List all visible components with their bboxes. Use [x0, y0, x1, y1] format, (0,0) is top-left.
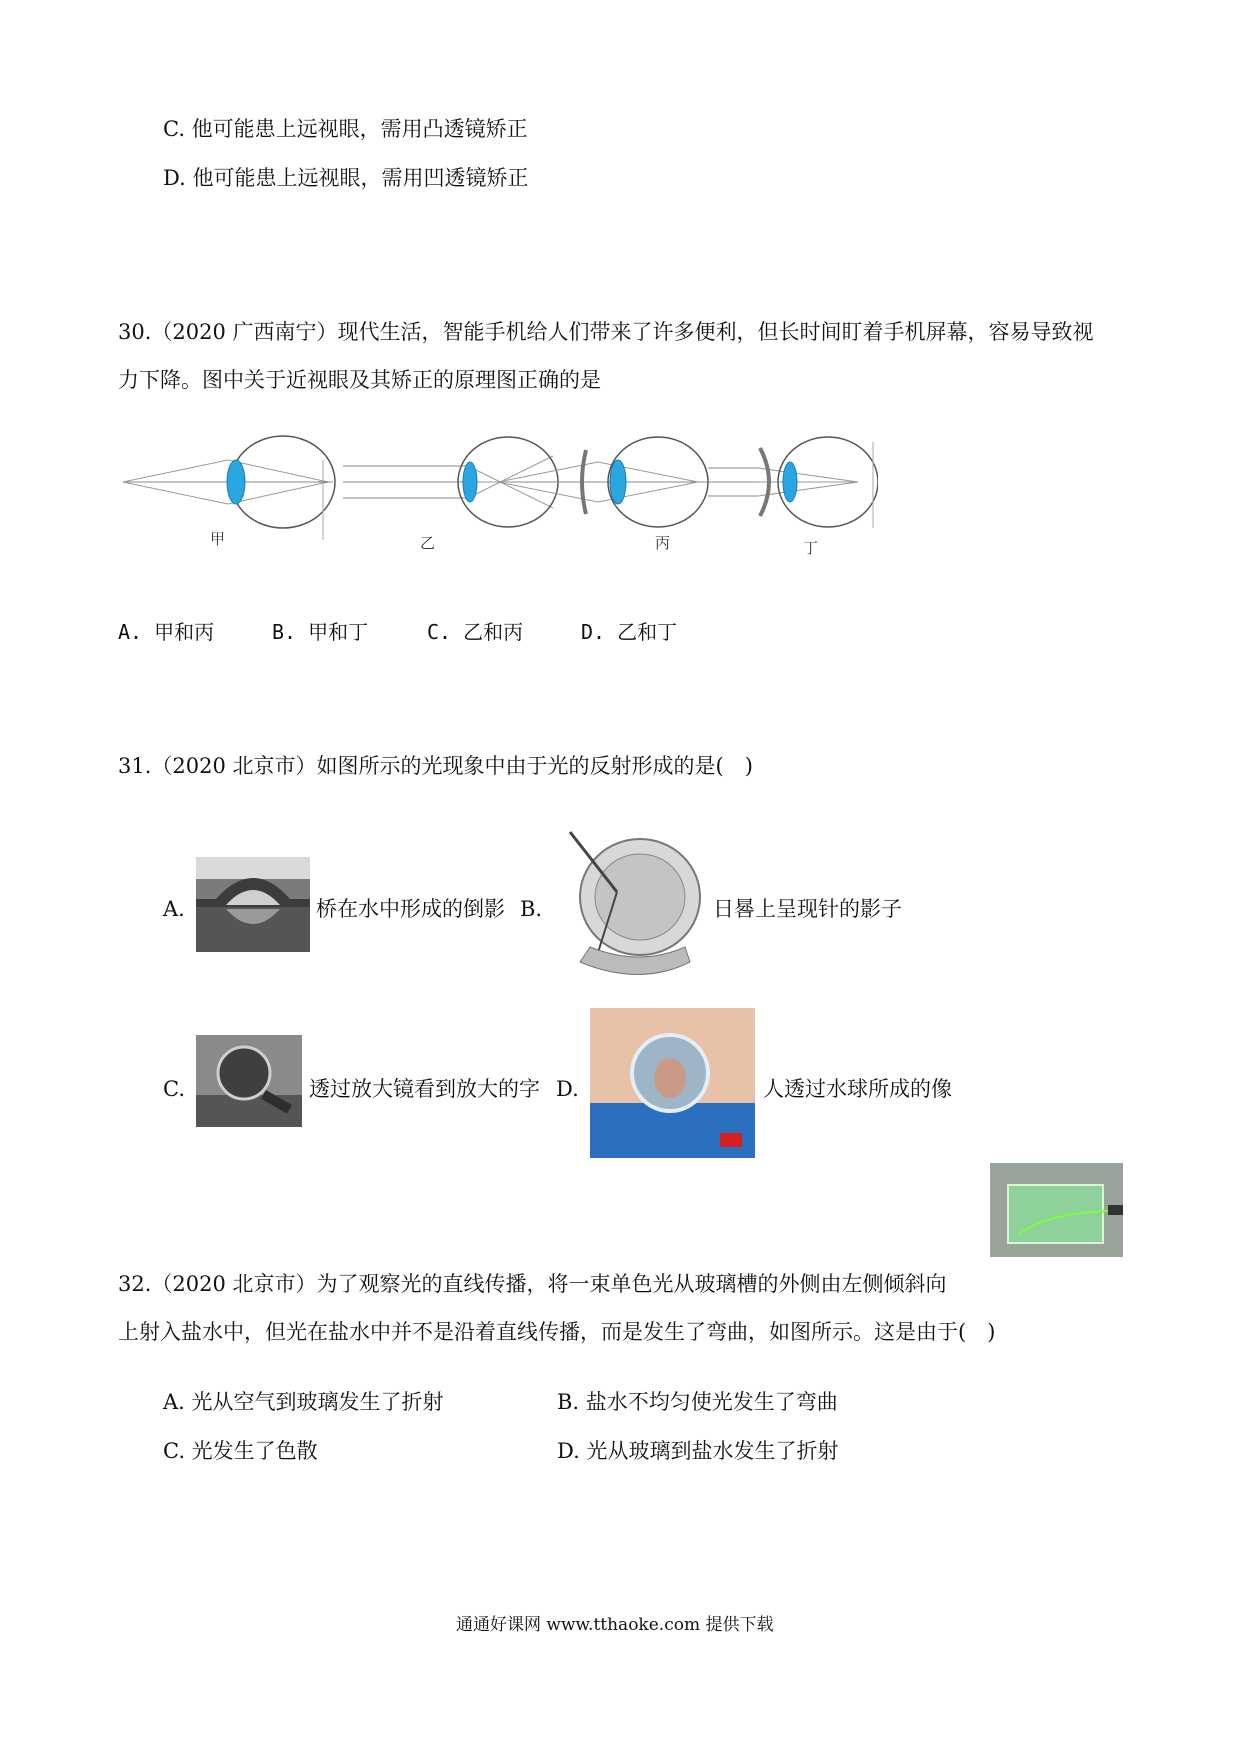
q32-stem-line1: 32.（2020 北京市）为了观察光的直线传播，将一束单色光从玻璃槽的外侧由左侧倾斜向: [118, 1272, 947, 1296]
fig-label-ding: 丁: [803, 539, 819, 557]
fig-label-yi: 乙: [420, 534, 436, 552]
q31-option-b-letter: B.: [520, 897, 543, 921]
glass-tank-laser-photo: [990, 1163, 1123, 1257]
q32-option-b: B. 盐水不均匀使光发生了弯曲: [557, 1390, 838, 1414]
fig-label-bing: 丙: [655, 534, 671, 552]
q31-option-c-text: 透过放大镜看到放大的字: [309, 1077, 540, 1101]
q31-option-d-letter: D.: [556, 1077, 579, 1101]
q31-option-c-letter: C.: [163, 1077, 185, 1101]
q32-option-a: A. 光从空气到玻璃发生了折射: [163, 1390, 444, 1414]
magnifier-photo: [196, 1035, 302, 1127]
bridge-reflection-photo: [196, 857, 310, 952]
q31-stem: 31.（2020 北京市）如图所示的光现象中由于光的反射形成的是( ): [118, 754, 753, 778]
eye-diagram-jia: [123, 436, 335, 540]
eye-diagram-ding: [708, 437, 878, 528]
q31-option-b-text: 日晷上呈现针的影子: [713, 897, 902, 921]
q31-option-a-letter: A.: [163, 897, 185, 921]
water-ball-photo: [590, 1008, 755, 1158]
page-footer: 通通好课网 www.tthaoke.com 提供下载: [456, 1615, 774, 1635]
q32-option-d: D. 光从玻璃到盐水发生了折射: [557, 1439, 839, 1463]
q32-option-c: C. 光发生了色散: [163, 1439, 318, 1463]
q31-option-a-text: 桥在水中形成的倒影: [316, 897, 505, 921]
q29-option-d: D. 他可能患上远视眼，需用凹透镜矫正: [163, 166, 529, 190]
q30-option-b: B. 甲和丁: [272, 620, 369, 644]
q31-option-d-text: 人透过水球所成的像: [763, 1077, 952, 1101]
q30-option-a: A. 甲和丙: [118, 620, 215, 644]
q30-stem-line2: 力下降。图中关于近视眼及其矫正的原理图正确的是: [118, 368, 601, 392]
q32-stem-line2: 上射入盐水中，但光在盐水中并不是沿着直线传播，而是发生了弯曲，如图所示。这是由于( ): [118, 1320, 996, 1344]
fig-label-jia: 甲: [210, 530, 226, 548]
q30-option-d: D. 乙和丁: [581, 620, 678, 644]
q30-stem-line1: 30.（2020 广西南宁）现代生活，智能手机给人们带来了许多便利，但长时间盯着手机屏幕，容易导致视: [118, 320, 1094, 344]
sundial-illustration: [555, 822, 705, 982]
eye-diagrams-figure: [118, 430, 878, 550]
eye-diagram-bing: [498, 437, 708, 527]
q29-option-c: C. 他可能患上远视眼，需用凸透镜矫正: [163, 117, 528, 141]
q30-option-c: C. 乙和丙: [427, 620, 524, 644]
